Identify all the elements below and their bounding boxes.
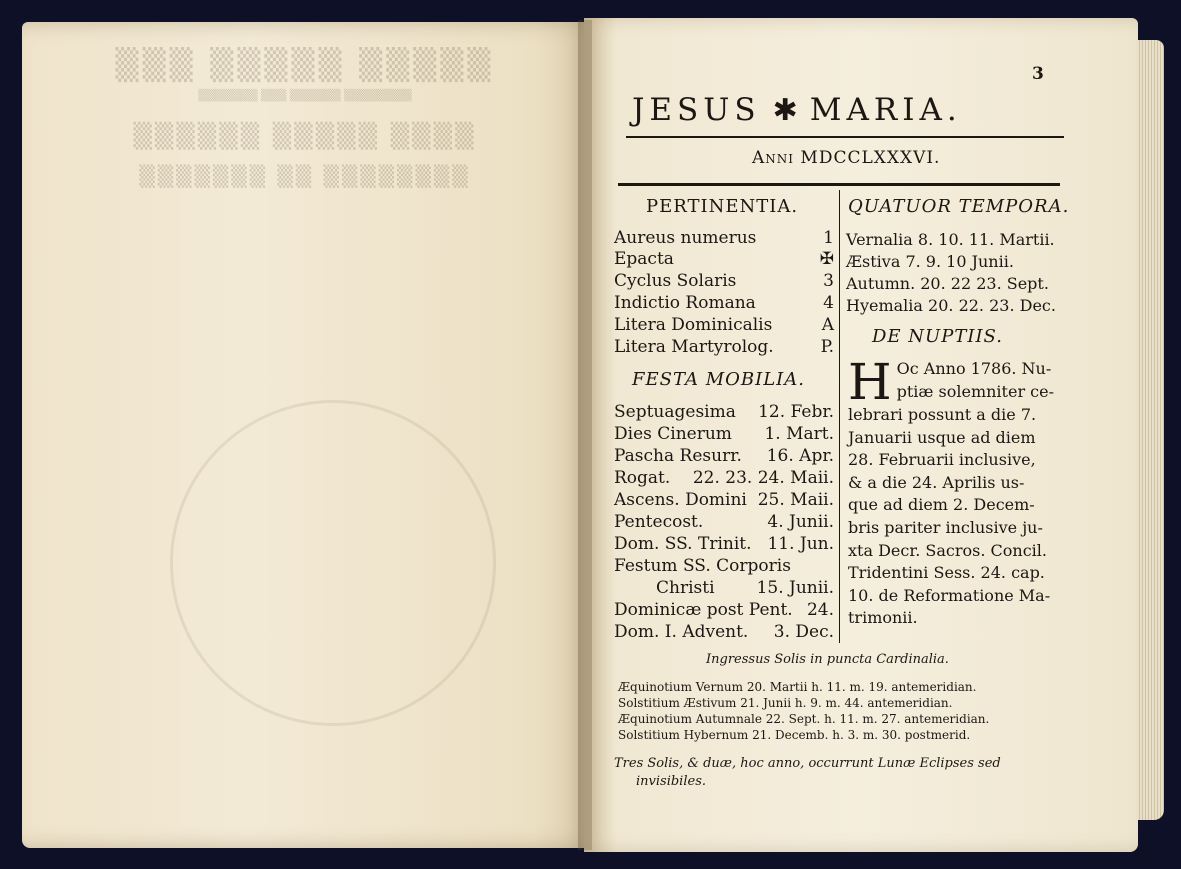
list-item: Dies Cinerum 1. Mart.: [614, 424, 834, 444]
list-item: Dom. I. Advent. 3. Dec.: [614, 622, 834, 642]
list-item: Cyclus Solaris 3: [614, 271, 834, 291]
list-item: Ascens. Domini 25. Maii.: [614, 490, 834, 510]
show-through-text: ▒▒▒ ▒▒▒▒▒ ▒▒▒▒▒ ▒▒▒▒▒▒▒ ▒▒▒ ▒▒▒▒▒▒ ▒▒▒▒▒▒▒▒ ▒▒▒▒▒▒ ▒▒▒▒▒ ▒▒▒▒ ▒▒▒▒▒▒▒ ▒▒ ▒▒▒▒▒▒▒▒: [115, 48, 495, 188]
list-item: Hyemalia 20. 22. 23. Dec.: [846, 296, 1056, 315]
solstice-line: Solstitium Æstivum 21. Junii h. 9. m. 44. antemeridian.: [618, 696, 953, 710]
list-item: Septuagesima 12. Febr.: [614, 402, 834, 422]
paragraph-line: que ad diem 2. Decem-: [848, 495, 1035, 515]
festa-mobilia-title: FESTA MOBILIA.: [632, 369, 806, 390]
list-item: Aureus numerus 1: [614, 228, 834, 248]
heading-rule: [626, 136, 1064, 138]
list-item: Christi 15. Junii.: [656, 578, 834, 598]
footnote-line: invisibiles.: [636, 774, 706, 789]
paragraph-line: bris pariter inclusive ju-: [848, 517, 1043, 537]
paragraph-line: trimonii.: [848, 608, 918, 628]
list-item: Vernalia 8. 10. 11. Martii.: [846, 230, 1055, 249]
de-nuptiis-title: DE NUPTIIS.: [872, 326, 1003, 347]
paragraph-line: xta Decr. Sacros. Concil.: [848, 540, 1047, 560]
list-item: Dominicæ post Pent. 24.: [614, 600, 834, 620]
list-item: Epacta ✠: [614, 249, 834, 269]
list-item: Litera Martyrolog. P.: [614, 337, 834, 357]
paragraph-line: 28. Februarii inclusive,: [848, 450, 1036, 470]
drop-cap: H: [848, 353, 892, 411]
list-item: Festum SS. Corporis: [614, 556, 791, 576]
list-item: Æstiva 7. 9. 10 Junii.: [846, 252, 1014, 271]
list-item: Pentecost. 4. Junii.: [614, 512, 834, 532]
list-item: Litera Dominicalis A: [614, 315, 834, 335]
footnote-line: Tres Solis, & duæ, hoc anno, occurrunt Lunæ Eclipses sed: [614, 756, 1001, 771]
year-line: Anni MDCCLXXXVI.: [752, 148, 941, 168]
column-divider: [839, 190, 840, 643]
page-heading: [632, 92, 962, 128]
list-item: Autumn. 20. 22 23. Sept.: [846, 274, 1049, 293]
solstice-line: Solstitium Hybernum 21. Decemb. h. 3. m. 30. postmerid.: [618, 728, 971, 742]
paragraph-line: & a die 24. Aprilis us-: [848, 472, 1025, 492]
paragraph-line: lebrari possunt a die 7.: [848, 405, 1037, 424]
quatuor-tempora-title: QUATUOR TEMPORA.: [848, 196, 1070, 217]
paragraph-line: Januarii usque ad diem: [848, 427, 1036, 447]
paragraph-line: ptiæ solemniter ce-: [896, 381, 1055, 401]
list-item: Dom. SS. Trinit. 11. Jun.: [614, 534, 834, 554]
de-nuptiis-paragraph: [848, 353, 1068, 630]
page-number: 3: [1032, 64, 1044, 84]
list-item: Indictio Romana 4: [614, 293, 834, 313]
paragraph-line: Oc Anno 1786. Nu-: [896, 359, 1052, 378]
section-rule: [618, 183, 1060, 186]
list-item: Rogat. 22. 23. 24. Maii.: [614, 468, 834, 488]
paragraph-line: Tridentini Sess. 24. cap.: [848, 563, 1045, 583]
ingressus-title: Ingressus Solis in puncta Cardinalia.: [706, 652, 949, 667]
heading-left: JESUS: [632, 92, 761, 128]
solstice-line: Æquinotium Vernum 20. Martii h. 11. m. 19. antemeridian.: [618, 680, 977, 694]
pertinentia-title: PERTINENTIA.: [646, 196, 799, 217]
solstice-line: Æquinotium Autumnale 22. Sept. h. 11. m. 27. antemeridian.: [618, 712, 990, 726]
list-item: Pascha Resurr. 16. Apr.: [614, 446, 834, 466]
paragraph-line: 10. de Reformatione Ma-: [848, 585, 1051, 605]
star-ornament-icon: ✱: [772, 93, 798, 128]
heading-right: MARIA.: [809, 92, 962, 128]
